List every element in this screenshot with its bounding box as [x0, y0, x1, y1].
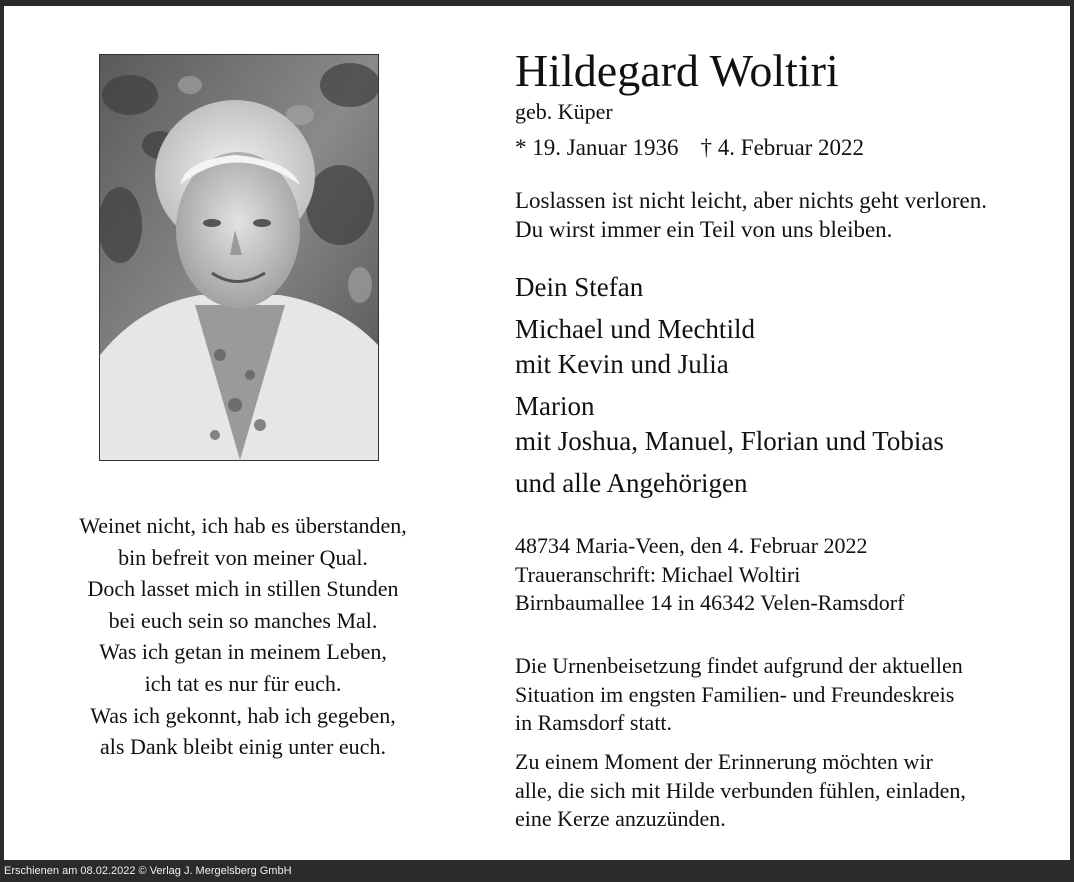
invitation-note	[515, 748, 966, 834]
poem-line: Doch lasset mich in stillen Stunden	[87, 576, 399, 602]
poem-line: Was ich gekonnt, hab ich gegeben,	[90, 702, 396, 728]
portrait-image	[100, 55, 378, 460]
birth-date: * 19. Januar 1936	[515, 135, 679, 160]
death-date: † 4. Februar 2022	[700, 135, 865, 160]
poem	[22, 510, 464, 763]
mourner-stefan: Dein Stefan	[515, 272, 644, 302]
mourner-kevin-julia: mit Kevin und Julia	[515, 349, 729, 379]
poem-line: bin befreit von meiner Qual.	[118, 544, 368, 570]
invitation-line: Zu einem Moment der Erinnerung möchten wir	[515, 749, 933, 774]
burial-line: Die Urnenbeisetzung findet aufgrund der aktuellen	[515, 653, 963, 678]
poem-line: Was ich getan in meinem Leben,	[99, 639, 387, 665]
invitation-line: eine Kerze anzuzünden.	[515, 806, 726, 831]
mourner-michael-mechtild: Michael und Mechtild	[515, 314, 755, 344]
poem-line: Weinet nicht, ich hab es überstanden,	[79, 513, 407, 538]
publication-footer: Erschienen am 08.02.2022 © Verlag J. Mergelsberg GmbH	[0, 860, 1074, 882]
mourner-relatives: und alle Angehörigen	[515, 468, 748, 498]
verse-line: Du wirst immer ein Teil von uns bleiben.	[515, 217, 893, 242]
address-line: 48734 Maria-Veen, den 4. Februar 2022	[515, 533, 868, 558]
verse-line: Loslassen ist nicht leicht, aber nichts geht verloren.	[515, 188, 988, 213]
life-dates	[515, 133, 864, 163]
poem-line: als Dank bleibt einig unter euch.	[100, 734, 386, 760]
address-line: Traueranschrift: Michael Woltiri	[515, 561, 801, 587]
mourner-marion-children: mit Joshua, Manuel, Florian und Tobias	[515, 426, 944, 456]
mourning-address	[515, 532, 904, 618]
mourner-marion: Marion	[515, 391, 595, 421]
deceased-name: Hildegard Woltiri	[515, 45, 839, 96]
burial-note	[515, 652, 963, 738]
invitation-line: alle, die sich mit Hilde verbunden fühlen, einladen,	[515, 777, 966, 803]
maiden-name: geb. Küper	[515, 99, 613, 124]
poem-line: bei euch sein so manches Mal.	[108, 607, 378, 633]
burial-line: in Ramsdorf statt.	[515, 710, 673, 735]
poem-line: ich tat es nur für euch.	[144, 670, 342, 696]
portrait-photo	[99, 54, 379, 461]
address-line: Birnbaumallee 14 in 46342 Velen-Ramsdorf	[515, 590, 905, 616]
burial-line: Situation im engsten Familien- und Freundeskreis	[515, 681, 955, 707]
obituary-notice	[4, 6, 1070, 860]
memorial-verse	[515, 186, 987, 244]
